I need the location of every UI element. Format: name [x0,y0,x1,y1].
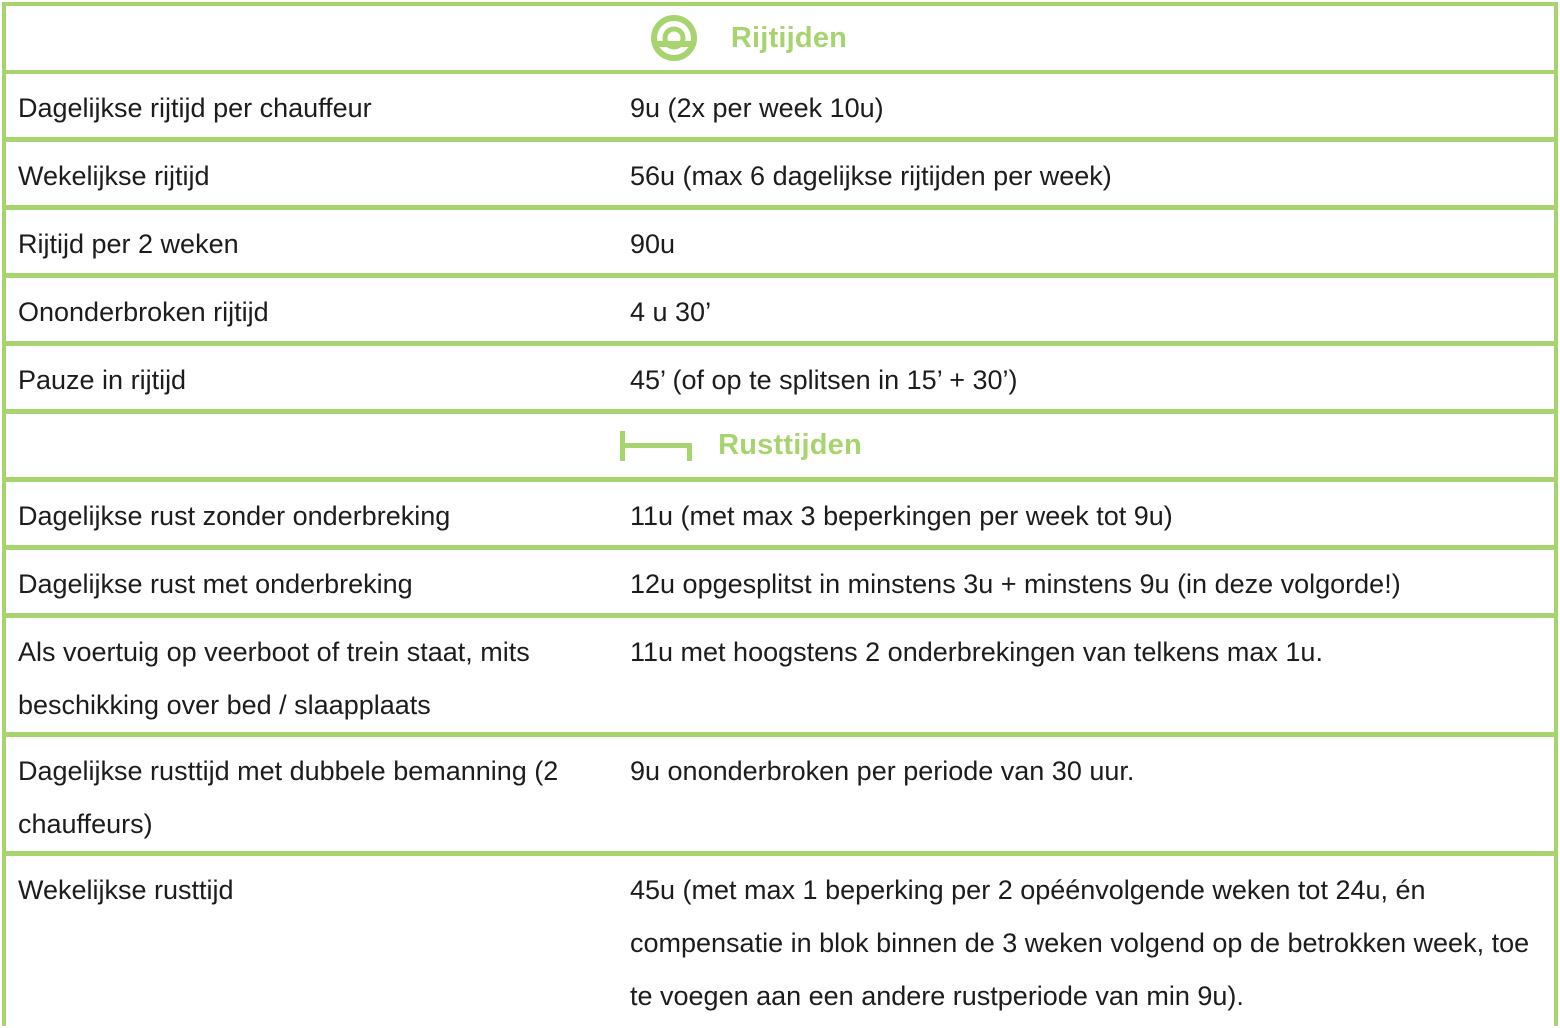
row-value: 12u opgesplitst in minstens 3u + minstens 9u (in deze volgorde!) [618,550,1554,613]
table-row [6,482,1554,545]
row-value: 45u (met max 1 beperking per 2 opéénvolgende weken tot 24u, én compensatie in blok binnen de 3 weken volgend op de betrokken week, toe te voegen aan een andere rustperiode van min 9u). [618,856,1554,1026]
table-row [6,346,1554,409]
row-label: Dagelijkse rijtijd per chauffeur [6,74,613,137]
steering-wheel-icon [649,13,699,63]
row-label: Dagelijkse rust zonder onderbreking [6,482,613,545]
table-row [6,142,1554,205]
section-title: Rusttijden [718,429,862,461]
table-row [6,618,1554,732]
row-value: 9u ononderbroken per periode van 30 uur. [618,737,1554,851]
row-value: 45’ (of op te splitsen in 15’ + 30’) [618,346,1554,409]
row-label: Dagelijkse rusttijd met dubbele bemanning (2 chauffeurs) [6,737,613,851]
row-value: 9u (2x per week 10u) [618,74,1554,137]
table-row [6,278,1554,341]
row-value: 11u met hoogstens 2 onderbrekingen van telkens max 1u. [618,618,1554,732]
row-value: 90u [618,210,1554,273]
section-header-rijtijden [6,6,1554,70]
table-row [6,210,1554,273]
row-label: Als voertuig op veerboot of trein staat, mits beschikking over bed / slaapplaats [6,618,613,732]
section-title: Rijtijden [730,21,848,54]
bed-icon [618,429,694,463]
row-label: Wekelijkse rijtijd [6,142,613,205]
row-label: Wekelijkse rusttijd [6,856,613,1026]
row-label: Pauze in rijtijd [6,346,613,409]
row-label: Rijtijd per 2 weken [6,210,613,273]
section-header-rusttijden [6,414,1554,477]
row-value: 4 u 30’ [618,278,1554,341]
table-row [6,856,1554,1026]
table-row [6,737,1554,851]
table-row [6,550,1554,613]
row-label: Dagelijkse rust met onderbreking [6,550,613,613]
rules-table [2,2,1558,1026]
row-value: 11u (met max 3 beperkingen per week tot 9u) [618,482,1554,545]
row-label: Ononderbroken rijtijd [6,278,613,341]
table-row [6,74,1554,137]
row-value: 56u (max 6 dagelijkse rijtijden per week) [618,142,1554,205]
